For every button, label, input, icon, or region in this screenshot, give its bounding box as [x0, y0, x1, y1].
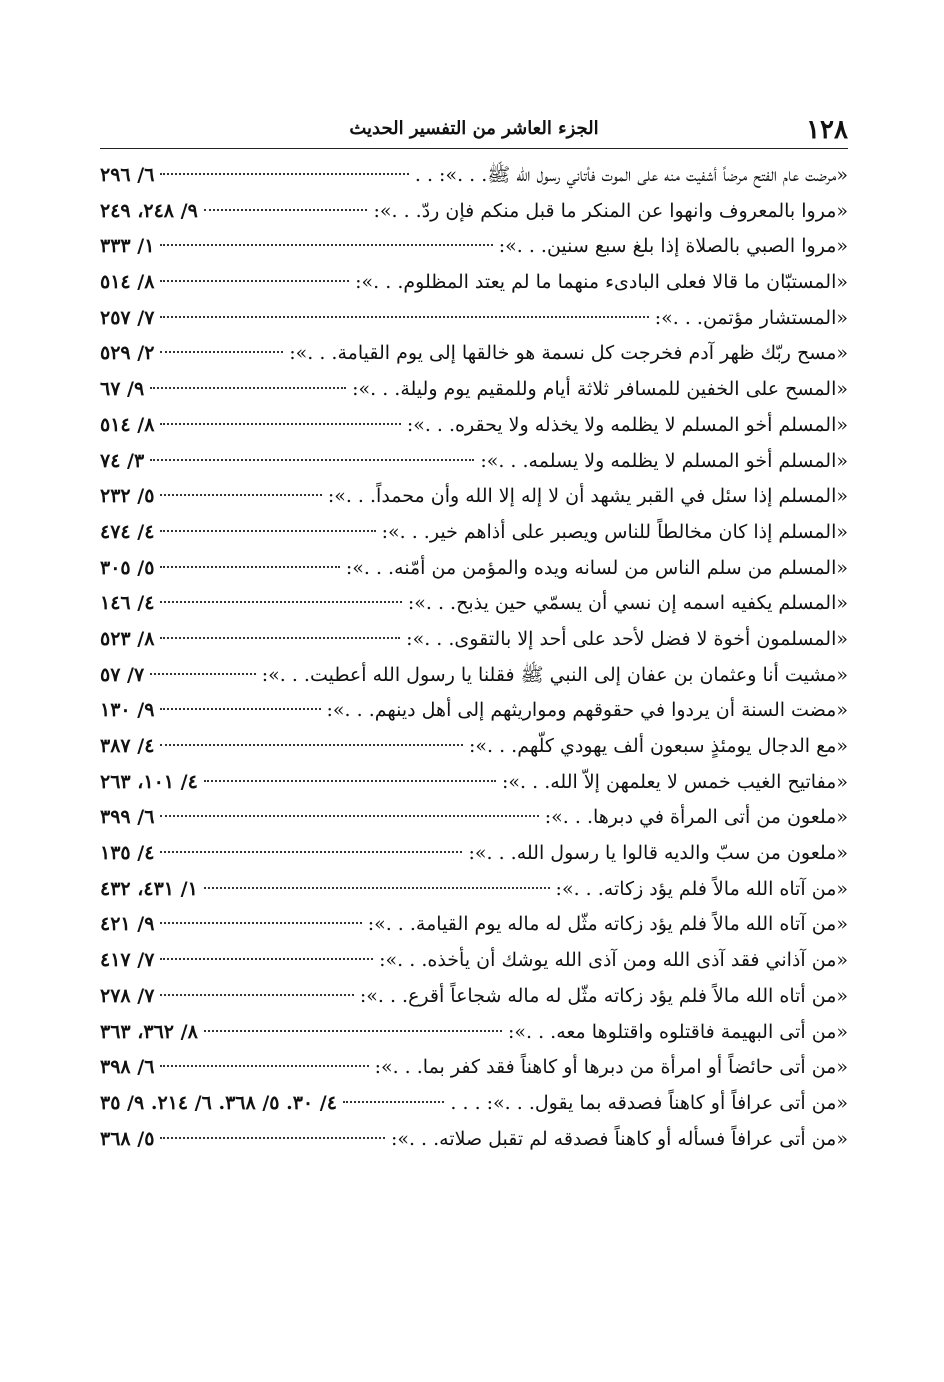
dot-leader — [160, 530, 375, 532]
volume-page-reference: ١/ ٣٣٣ — [100, 235, 155, 258]
dot-leader — [160, 244, 492, 246]
hadith-text: «المستبّان ما قالا فعلى البادىء منهما ما لم يعتد المظلوم. . .»: — [355, 271, 848, 294]
index-entry — [100, 1122, 848, 1158]
volume-page-reference: ٥/ ٢٣٢ — [100, 485, 155, 508]
index-entry — [100, 1015, 848, 1051]
hadith-text: «المسلم أخو المسلم لا يظلمه ولا يخذله ولا يحقره. . .»: — [406, 413, 848, 436]
index-entry — [100, 693, 848, 729]
hadith-text: «ملعون من سبّ والديه قالوا يا رسول الله. . .»: — [468, 842, 848, 865]
dot-leader — [160, 423, 400, 425]
index-entry — [100, 265, 848, 301]
hadith-text: «المسلم إذا سئل في القبر يشهد أن لا إله إلا الله وأن محمداً. . .»: — [327, 485, 848, 508]
dot-leader — [160, 280, 349, 282]
volume-page-reference: ٨/ ٥٢٣ — [100, 627, 155, 650]
index-entry — [100, 444, 848, 480]
hadith-text: «من أتى عرافاً فسأله أو كاهناً فصدقه لم تقبل صلاته. . .»: — [390, 1127, 848, 1150]
index-entry — [100, 800, 848, 836]
hadith-text: «مسح ربّك ظهر آدم فخرجت كل نسمة هو خالقها إلى يوم القيامة. . .»: — [289, 342, 848, 365]
hadith-text: «مرضت عام الفتح مرضاً أشفيت منه على الموت فأتاني رسول الله ﷺ. . .»: . . — [414, 164, 848, 186]
hadith-text: «من أتى البهيمة فاقتلوه واقتلوها معه. . .»: — [507, 1020, 848, 1043]
hadith-text: «المسلم إذا كان مخالطاً للناس ويصبر على أذاهم خير. . .»: — [381, 520, 848, 543]
hadith-index-list — [100, 158, 848, 1157]
index-entry — [100, 336, 848, 372]
index-entry — [100, 943, 848, 979]
index-entry — [100, 551, 848, 587]
dot-leader — [160, 173, 408, 175]
volume-page-reference: ٦/ ٣٩٨ — [100, 1056, 155, 1079]
dot-leader — [160, 815, 538, 817]
volume-page-reference: ٨/ ٥١٤ — [100, 271, 155, 294]
volume-page-reference: ٤/ ١٠١، ٢٦٣ — [100, 770, 198, 793]
hadith-text: «مضت السنة أن يردوا في حقوقهم ومواريثهم إلى أهل دينهم. . .»: — [326, 699, 848, 722]
volume-page-reference: ١/ ٤٣١، ٤٣٢ — [100, 877, 198, 900]
dot-leader — [150, 459, 474, 461]
index-entry — [100, 1050, 848, 1086]
hadith-text: «من أتى عرافاً أو كاهناً فصدقه بما يقول. . .»: . . . — [450, 1091, 848, 1114]
dot-leader — [160, 958, 373, 960]
dot-leader — [160, 316, 648, 318]
volume-page-reference: ٦/ ٢٩٦ — [100, 164, 155, 186]
hadith-text: «من أتاه الله مالاً فلم يؤد زكاته مثّل له ماله شجاعاً أقرع. . .»: — [359, 984, 848, 1007]
index-entry — [100, 194, 848, 230]
volume-page-reference: ٨/ ٥١٤ — [100, 413, 155, 436]
volume-page-reference: ٧/ ٤١٧ — [100, 949, 155, 972]
index-entry — [100, 622, 848, 658]
dot-leader — [160, 494, 321, 496]
hadith-text: «المسلم من سلم الناس من لسانه ويده والمؤمن من أمّنه. . .»: — [345, 556, 848, 579]
index-entry — [100, 158, 848, 194]
running-title: الجزء العاشر من التفسير الحديث — [349, 118, 599, 139]
volume-page-reference: ٩/ ٦٧ — [100, 378, 145, 401]
index-entry — [100, 408, 848, 444]
dot-leader — [160, 601, 401, 603]
hadith-text: «من آتاه الله مالاً فلم يؤد زكاته. . .»: — [555, 877, 848, 900]
dot-leader — [160, 566, 339, 568]
hadith-text: «مفاتيح الغيب خمس لا يعلمهن إلاّ الله. . .»: — [502, 770, 848, 793]
volume-page-reference: ٩/ ٤٢١ — [100, 913, 155, 936]
index-entry — [100, 658, 848, 694]
hadith-text: «المستشار مؤتمن. . .»: — [654, 306, 848, 329]
index-entry — [100, 907, 848, 943]
volume-page-reference: ٩/ ٢٤٨، ٢٤٩ — [100, 199, 198, 222]
dot-leader — [160, 1065, 368, 1067]
volume-page-reference: ٥/ ٣٦٨ — [100, 1127, 155, 1150]
index-entry — [100, 1086, 848, 1122]
dot-leader — [204, 1030, 502, 1032]
dot-leader — [160, 351, 283, 353]
volume-page-reference: ٢/ ٥٢٩ — [100, 342, 155, 365]
dot-leader — [150, 673, 256, 675]
hadith-text: «المسلم أخو المسلم لا يظلمه ولا يسلمه. . .»: — [480, 449, 848, 472]
dot-leader — [160, 744, 463, 746]
dot-leader — [160, 851, 462, 853]
hadith-text: «المسلم يكفيه اسمه إن نسي أن يسمّي حين يذبح. . .»: — [407, 592, 848, 615]
volume-page-reference: ٤/ ٤٧٤ — [100, 520, 155, 543]
index-entry — [100, 979, 848, 1015]
dot-leader — [160, 1137, 385, 1139]
hadith-text: «من آتاه الله مالاً فلم يؤد زكاته مثّل له ماله يوم القيامة. . .»: — [367, 913, 848, 936]
volume-page-reference: ٧/ ٢٧٨ — [100, 984, 155, 1007]
index-entry — [100, 479, 848, 515]
hadith-text: «مع الدجال يومئذٍ سبعون ألف يهودي كلّهم. . .»: — [469, 735, 848, 757]
hadith-text: «من آذاني فقد آذى الله ومن آذى الله يوشك أن يأخذه. . .»: — [379, 949, 848, 972]
hadith-text: «ملعون من أتى المرأة في دبرها. . .»: — [544, 806, 848, 829]
volume-page-reference: ٨/ ٣٦٢، ٣٦٣ — [100, 1020, 198, 1043]
index-entry — [100, 586, 848, 622]
hadith-text: «المسلمون أخوة لا فضل لأحد على أحد إلا بالتقوى. . .»: — [406, 627, 848, 650]
hadith-text: «المسح على الخفين للمسافر ثلاثة أيام وللمقيم يوم وليلة. . .»: — [352, 378, 848, 401]
index-entry — [100, 301, 848, 337]
dot-leader — [160, 637, 400, 639]
dot-leader — [204, 780, 496, 782]
hadith-text: «مروا الصبي بالصلاة إذا بلغ سبع سنين. . .»: — [498, 235, 848, 258]
volume-page-reference: ٥/ ٣٠٥ — [100, 556, 155, 579]
volume-page-reference: ٧/ ٢٥٧ — [100, 306, 155, 329]
volume-page-reference: ٤/ ١٤٦ — [100, 592, 155, 615]
dot-leader — [150, 387, 346, 389]
dot-leader — [160, 708, 320, 710]
volume-page-reference: ٤/ ١٣٥ — [100, 842, 155, 865]
index-entry — [100, 515, 848, 551]
volume-page-reference: ٤/ ٣٨٧ — [100, 735, 155, 757]
volume-page-reference: ٤/ ٣٠. ٥/ ٣٦٨. ٦/ ٢١٤. ٩/ ٣٥ — [100, 1091, 337, 1114]
dot-leader — [204, 887, 550, 889]
dot-leader — [160, 994, 353, 996]
volume-page-reference: ٧/ ٥٧ — [100, 663, 145, 686]
dot-leader — [343, 1101, 444, 1103]
hadith-text: «مشيت أنا وعثمان بن عفان إلى النبي ﷺ فقلنا يا رسول الله أعطيت. . .»: — [261, 663, 848, 686]
volume-page-reference: ٩/ ١٣٠ — [100, 699, 155, 722]
index-entry — [100, 836, 848, 872]
index-entry — [100, 372, 848, 408]
hadith-text: «من أتى حائضاً أو امرأة من دبرها أو كاهناً فقد كفر بما. . .»: — [374, 1056, 848, 1079]
page-header — [100, 112, 848, 149]
hadith-text: «مروا بالمعروف وانهوا عن المنكر ما قبل منكم فإن ردّ. . .»: — [373, 199, 848, 222]
page-number: ١٢٨ — [806, 115, 848, 145]
volume-page-reference: ٣/ ٧٤ — [100, 449, 145, 472]
volume-page-reference: ٦/ ٣٩٩ — [100, 806, 155, 829]
index-entry — [100, 729, 848, 765]
index-entry — [100, 229, 848, 265]
index-entry — [100, 872, 848, 908]
dot-leader — [160, 922, 361, 924]
index-entry — [100, 765, 848, 801]
dot-leader — [204, 209, 368, 211]
